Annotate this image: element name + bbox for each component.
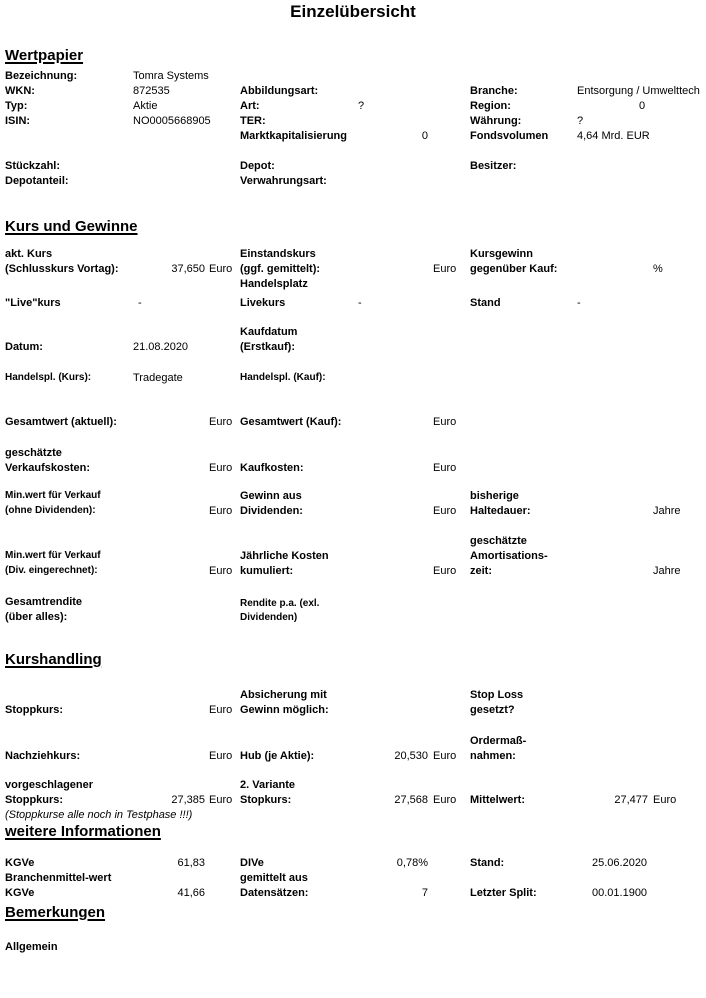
datum-label: Datum: bbox=[5, 341, 43, 353]
zweite-variante-label-line1: 2. Variante bbox=[240, 779, 296, 791]
livekurs-label: Livekurs bbox=[240, 297, 286, 309]
kaufkosten-label: Kaufkosten: bbox=[240, 462, 304, 474]
akt-kurs-label-line1: akt. Kurs bbox=[5, 248, 53, 260]
amortisationszeit-label-line0: geschätzte bbox=[470, 535, 527, 547]
besitzer-label: Besitzer: bbox=[470, 160, 517, 172]
isin-label: ISIN: bbox=[5, 115, 31, 127]
mittelwert-value: 27,477 bbox=[614, 794, 648, 806]
kgve-value: 61,83 bbox=[177, 857, 205, 869]
letzter-split-label: Letzter Split: bbox=[470, 887, 537, 899]
jaehrliche-kosten-unit: Euro bbox=[433, 565, 457, 577]
stand-datum-label: Stand: bbox=[470, 857, 505, 869]
stand-label: Stand bbox=[470, 297, 501, 309]
minwert-ohne-div-label-line2: (ohne Dividenden): bbox=[5, 505, 96, 516]
kgve-label: KGVe bbox=[5, 857, 35, 869]
dive-label: DIVe bbox=[240, 857, 264, 869]
section-header-kurs-und-gewinne: Kurs und Gewinne bbox=[5, 218, 138, 235]
ordermassnahmen-label-line1: Ordermaß- bbox=[470, 735, 527, 747]
absicherung-label-line1: Absicherung mit bbox=[240, 689, 327, 701]
bezeichnung-value: Tomra Systems bbox=[133, 70, 209, 82]
letzter-split-value: 00.01.1900 bbox=[592, 887, 648, 899]
typ-value: Aktie bbox=[133, 100, 158, 112]
einstandskurs-unit: Euro bbox=[433, 263, 457, 275]
haltedauer-label-line2: Haltedauer: bbox=[470, 505, 531, 517]
einstandskurs-label-line1: Einstandskurs bbox=[240, 248, 316, 260]
haltedauer-unit: Jahre bbox=[653, 505, 681, 517]
akt-kurs-value: 37,650 bbox=[171, 263, 205, 275]
typ-label: Typ: bbox=[5, 100, 28, 112]
ter-label: TER: bbox=[240, 115, 266, 127]
kursgewinn-label-line2: gegenüber Kauf: bbox=[470, 263, 558, 275]
haltedauer-label-line1: bisherige bbox=[470, 490, 519, 502]
verkaufskosten-label-line1: geschätzte bbox=[5, 447, 62, 459]
marktkapitalisierung-label: Marktkapitalisierung bbox=[240, 130, 347, 142]
minwert-mit-div-label-line2: (Div. eingerechnet): bbox=[5, 565, 98, 576]
bezeichnung-label: Bezeichnung: bbox=[5, 70, 78, 82]
datensaetze-value: 7 bbox=[421, 887, 428, 899]
datensaetze-label-line1: gemittelt aus bbox=[240, 872, 308, 884]
gesamtrendite-label-line2: (über alles): bbox=[5, 611, 68, 623]
vorgeschlagener-stoppkurs-label-line2: Stoppkurs: bbox=[5, 794, 64, 806]
handelspl-kurs-label: Handelspl. (Kurs): bbox=[5, 372, 92, 383]
waehrung-value: ? bbox=[577, 115, 584, 127]
isin-value: NO0005668905 bbox=[133, 115, 211, 127]
gesamtwert-aktuell-label: Gesamtwert (aktuell): bbox=[5, 416, 117, 428]
waehrung-label: Währung: bbox=[470, 115, 522, 127]
absicherung-label-line2: Gewinn möglich: bbox=[240, 704, 329, 716]
minwert-ohne-div-label-line1: Min.wert für Verkauf bbox=[5, 490, 101, 501]
page-title: Einzelübersicht bbox=[290, 2, 416, 21]
zweite-variante-unit: Euro bbox=[433, 794, 457, 806]
mittelwert-unit: Euro bbox=[653, 794, 677, 806]
allgemein-label: Allgemein bbox=[5, 941, 58, 953]
section-header-bemerkungen: Bemerkungen bbox=[5, 904, 106, 921]
handelspl-kauf-label: Handelspl. (Kauf): bbox=[240, 372, 326, 383]
gesamtwert-kauf-label: Gesamtwert (Kauf): bbox=[240, 416, 342, 428]
wkn-label: WKN: bbox=[5, 85, 35, 97]
handelsplatz-label: Handelsplatz bbox=[240, 278, 308, 290]
stand-datum-value: 25.06.2020 bbox=[592, 857, 648, 869]
amortisationszeit-label-line1: Amortisations- bbox=[470, 550, 548, 562]
wkn-value: 872535 bbox=[133, 85, 170, 97]
livekurs-value: - bbox=[358, 297, 362, 309]
mittelwert-label: Mittelwert: bbox=[470, 794, 525, 806]
depot-label: Depot: bbox=[240, 160, 275, 172]
vorgeschlagener-stoppkurs-value: 27,385 bbox=[171, 794, 205, 806]
branchen-kgve-label-line1: Branchenmittel-wert bbox=[5, 872, 112, 884]
branche-label: Branche: bbox=[470, 85, 518, 97]
depotanteil-label: Depotanteil: bbox=[5, 175, 69, 187]
verwahrungsart-label: Verwahrungsart: bbox=[240, 175, 327, 187]
gewinn-dividenden-unit: Euro bbox=[433, 505, 457, 517]
stueckzahl-label: Stückzahl: bbox=[5, 160, 61, 172]
stoppkurs-label: Stoppkurs: bbox=[5, 704, 64, 716]
nachziehkurs-label: Nachziehkurs: bbox=[5, 750, 81, 762]
art-value: ? bbox=[358, 100, 365, 112]
kaufdatum-label-line2: (Erstkauf): bbox=[240, 341, 296, 353]
region-label: Region: bbox=[470, 100, 511, 112]
branche-value: Entsorgung / Umwelttech bbox=[577, 85, 700, 97]
livekurs-links-label: "Live"kurs bbox=[5, 297, 61, 309]
gesamtrendite-label-line1: Gesamtrendite bbox=[5, 596, 83, 608]
livekurs-links-value: - bbox=[138, 297, 142, 309]
vorgeschlagener-stoppkurs-label-line1: vorgeschlagener bbox=[5, 779, 94, 791]
rendite-pa-label-line1: Rendite p.a. (exl. bbox=[240, 598, 320, 609]
datensaetze-label-line2: Datensätzen: bbox=[240, 887, 309, 899]
kursgewinn-label-line1: Kursgewinn bbox=[470, 248, 533, 260]
verkaufskosten-label-line2: Verkaufskosten: bbox=[5, 462, 90, 474]
gewinn-dividenden-label-line2: Dividenden: bbox=[240, 505, 303, 517]
zweite-variante-value: 27,568 bbox=[394, 794, 428, 806]
amortisationszeit-unit: Jahre bbox=[653, 565, 681, 577]
akt-kurs-label-line2: (Schlusskurs Vortag): bbox=[5, 263, 119, 275]
section-header-wertpapier: Wertpapier bbox=[5, 47, 84, 64]
zweite-variante-label-line2: Stopkurs: bbox=[240, 794, 292, 806]
verkaufskosten-unit: Euro bbox=[209, 462, 233, 474]
handelspl-kurs-value: Tradegate bbox=[133, 372, 183, 384]
stop-loss-label-line1: Stop Loss bbox=[470, 689, 524, 701]
minwert-ohne-div-unit: Euro bbox=[209, 505, 233, 517]
nachziehkurs-unit: Euro bbox=[209, 750, 233, 762]
hub-unit: Euro bbox=[433, 750, 457, 762]
einstandskurs-label-line2: (ggf. gemittelt): bbox=[240, 263, 321, 275]
gesamtwert-kauf-unit: Euro bbox=[433, 416, 457, 428]
ordermassnahmen-label-line2: nahmen: bbox=[470, 750, 516, 762]
stoppkurs-unit: Euro bbox=[209, 704, 233, 716]
kaufkosten-unit: Euro bbox=[433, 462, 457, 474]
minwert-mit-div-label-line1: Min.wert für Verkauf bbox=[5, 550, 101, 561]
minwert-mit-div-unit: Euro bbox=[209, 565, 233, 577]
datum-value: 21.08.2020 bbox=[133, 341, 189, 353]
akt-kurs-unit: Euro bbox=[209, 263, 233, 275]
art-label: Art: bbox=[240, 100, 260, 112]
region-value: 0 bbox=[638, 100, 646, 112]
rendite-pa-label-line2: Dividenden) bbox=[240, 612, 298, 623]
branchen-kgve-label-line2: KGVe bbox=[5, 887, 35, 899]
amortisationszeit-label-line2: zeit: bbox=[470, 565, 492, 577]
testphase-hinweis: (Stoppkurse alle noch in Testphase !!!) bbox=[5, 809, 193, 821]
jaehrliche-kosten-label-line2: kumuliert: bbox=[240, 565, 294, 577]
stop-loss-label-line2: gesetzt? bbox=[470, 704, 515, 716]
kaufdatum-label-line1: Kaufdatum bbox=[240, 326, 298, 338]
abbildungsart-label: Abbildungsart: bbox=[240, 85, 319, 97]
fondsvolumen-value: 4,64 Mrd. EUR bbox=[577, 130, 650, 142]
branchen-kgve-value: 41,66 bbox=[177, 887, 205, 899]
section-header-kurshandling: Kurshandling bbox=[5, 651, 102, 668]
gewinn-dividenden-label-line1: Gewinn aus bbox=[240, 490, 302, 502]
hub-value: 20,530 bbox=[394, 750, 428, 762]
hub-label: Hub (je Aktie): bbox=[240, 750, 315, 762]
section-header-weitere-informationen: weitere Informationen bbox=[5, 823, 161, 840]
gesamtwert-aktuell-unit: Euro bbox=[209, 416, 233, 428]
fondsvolumen-label: Fondsvolumen bbox=[470, 130, 549, 142]
marktkapitalisierung-value: 0 bbox=[421, 130, 428, 142]
stand-value: - bbox=[577, 297, 581, 309]
kursgewinn-unit: % bbox=[653, 263, 663, 275]
dive-value: 0,78% bbox=[396, 857, 428, 869]
vorgeschlagener-stoppkurs-unit: Euro bbox=[209, 794, 233, 806]
jaehrliche-kosten-label-line1: Jährliche Kosten bbox=[240, 550, 329, 562]
